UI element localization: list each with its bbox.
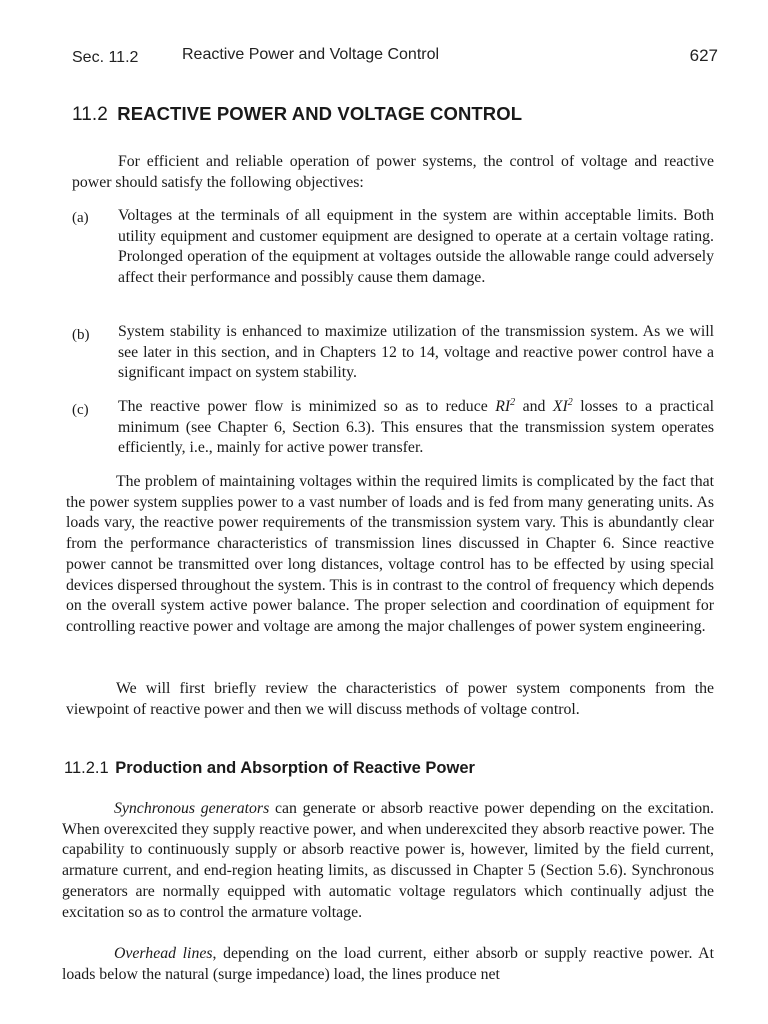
problem-text: The problem of maintaining voltages within the required limits is complicated by the fact that the power system supplies power to a vast number of loads and is fed from many generating units. As loads vary, the reactive power requirements of the transmission system vary. This is abundantly clear from the performance characteristics of transmission lines discussed in Chapter 6. Since reactive power cannot be transmitted over long distances, voltage control has to be effected by using special devices dispersed throughout the system. This is in contrast to the control of frequency which depends on the overall system active power balance. The proper selection and coordination of equipment for controlling reactive power and voltage are among the major challenges of power system engineering. xyxy=(66,473,714,635)
subsection-number: 11.2.1 xyxy=(64,759,109,777)
section-title: REACTIVE POWER AND VOLTAGE CONTROL xyxy=(117,103,523,124)
objective-b-text: System stability is enhanced to maximize utilization of the transmission system. As we will see later in this section, and in Chapters 12 to 14, voltage and reactive power control have a significant impact on system stability. xyxy=(118,323,714,382)
problem-paragraph xyxy=(66,472,714,638)
section-number: 11.2 xyxy=(72,104,108,125)
review-text: We will first briefly review the characteristics of power system components from the viewpoint of reactive power and then we will discuss methods of voltage control. xyxy=(66,680,714,718)
running-head-title: Reactive Power and Voltage Control xyxy=(182,46,440,63)
intro-paragraph xyxy=(72,152,714,193)
page-number: 627 xyxy=(689,46,718,65)
xi-exponent: 2 xyxy=(567,397,573,408)
ri-exponent: 2 xyxy=(510,397,516,408)
objective-a-label: (a) xyxy=(72,210,89,226)
subsection-title: Production and Absorption of Reactive Power xyxy=(115,759,475,777)
objective-c-text xyxy=(118,397,714,459)
running-head-section: Sec. 11.2 xyxy=(72,49,139,66)
xi-squared xyxy=(553,398,573,415)
objective-c-label: (c) xyxy=(72,402,89,418)
running-head xyxy=(72,46,718,68)
generators-paragraph xyxy=(62,799,714,923)
generators-term: Synchronous generators xyxy=(114,800,270,817)
intro-text: For efficient and reliable operation of power systems, the control of voltage and reactive power should satisfy the following objectives: xyxy=(72,153,714,191)
ri-squared xyxy=(495,398,515,415)
xi-term: XI xyxy=(552,398,568,415)
objective-c-text-after: losses to a practical minimum (see Chapter 6, Section 6.3). This ensures that the transmission system operates efficiently, i.e., mainly for active power transfer. xyxy=(118,398,714,457)
objective-c-and: and xyxy=(515,398,553,415)
objective-a-text: Voltages at the terminals of all equipment in the system are within acceptable limits. Both utility equipment and customer equipment are designed to operate at a certain voltage rating. Prolonged operation of the equipment at voltages outside the allowable range could adversely affect their performance and possibly cause them damage. xyxy=(118,207,714,287)
objective-b-label: (b) xyxy=(72,327,90,343)
generators-text: can generate or absorb reactive power depending on the excitation. When overexcited they supply reactive power, and when underexcited they absorb reactive power. The capability to continuously supply or absorb reactive power is, however, limited by the field current, armature current, and end-region heating limits, as discussed in Chapter 5 (Section 5.6). Synchronous generators are normally equipped with automatic voltage regulators which continually adjust the excitation so as to control the armature voltage. xyxy=(62,800,714,921)
review-paragraph xyxy=(66,679,714,720)
lines-term: Overhead lines xyxy=(114,945,213,962)
lines-paragraph xyxy=(62,944,714,985)
objective-c-text-before: The reactive power flow is minimized so as to reduce xyxy=(118,398,496,415)
ri-term: RI xyxy=(495,398,511,415)
subsection-heading xyxy=(64,759,704,778)
section-heading xyxy=(72,103,712,126)
lines-text: , depending on the load current, either absorb or supply reactive power. At loads below the natural (surge impedance) load, the lines produce net xyxy=(62,945,714,983)
